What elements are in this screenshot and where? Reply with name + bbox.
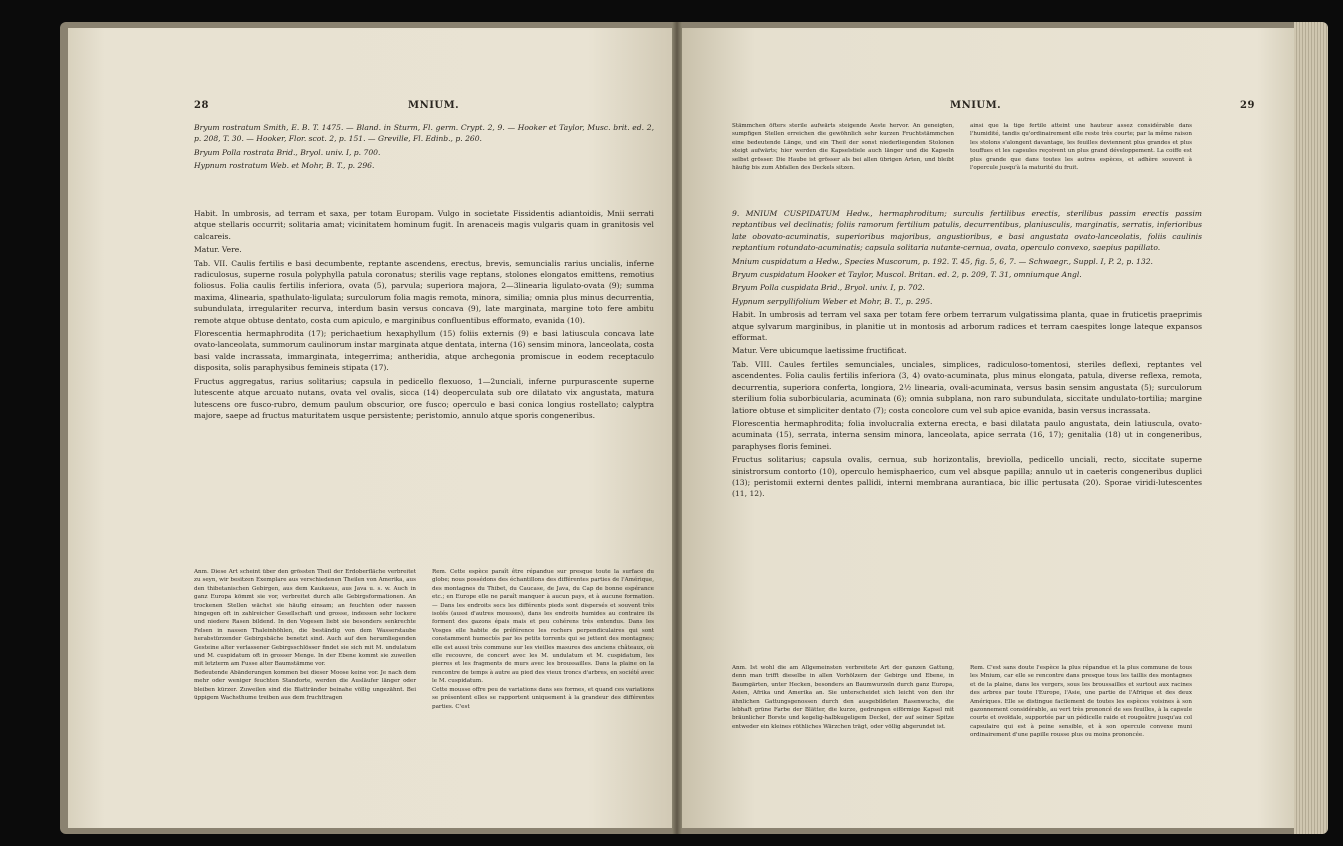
left-note-french <box>432 568 654 711</box>
page-edges <box>1294 22 1328 834</box>
florescentia-text: Florescentia hermaphrodita; folia involucralia externa erecta, e basi dilatata paulo angustata, dein latiuscula, ovato-acuminata (15), serrata, interna sensim minora, lanceolata, apice serrata (16, 17); genitalia (18) ut in congeneribus, paraphyses floris feminei. <box>732 418 1202 451</box>
fructus-text: Fructus solitarius; capsula ovalis, cernua, sub horizontalis, breviolla, pedicello unciali, recto, siccitate superne sinistrorsum contorto (10), operculo hemisphaerico, cum vel absque papilla; annulo ut in caeteris congeneribus duplici (13); peristomii externi dentes pallidi, interni membrana aurantiaca, bic illic pertusata (20). Sporae viridi-lutescentes (11, 12). <box>732 455 1202 499</box>
right-running-head: MNIUM. <box>950 100 1002 111</box>
right-top-german: Stämmchen öfters sterile aufwärts steigende Aeste hervor. An geneigten, sumpfigen Stellen erreichen die gewöhnlich sehr kurzen Fruchtstämmchen eine bedeutende Länge, und ein Theil der sonst niederliegenden Stolonen steigt aufwärts; hier werden die Kapselstiele auch länger und die Kapseln selbst grösser. Die Haube ist grösser als bei allen übrigen Arten, und bleibt häufig bis zum Abfallen des Deckels sitzen. <box>732 123 954 172</box>
maturity-text: Matur. Vere. <box>194 245 242 255</box>
fructus-text: Fructus aggregatus, rarius solitarius; capsula in pedicello flexuoso, 1—2unciali, inferne purpurascente superne lutescente atque arcuato nutans, ovata vel ovalis, sicca (14) deoperculata sub ore dilatato vix angustata, matura lutescens ore fusco-rubro, demum paulum obscurior, ore fusco; operculo e basi conica longius rostellato; calyptra majore, saepe ad fructus maturitatem usque persistente; peristomio, annulo atque sporis congeneribus. <box>194 376 654 420</box>
synonym-line: Bryum Polla rostrata Brid., Bryol. univ. I, p. 700. <box>194 147 381 157</box>
synonym-line: Bryum Polla cuspidata Brid., Bryol. univ. I, p. 702. <box>732 283 925 293</box>
book-gutter <box>672 22 682 834</box>
right-page-number: 29 <box>1240 100 1255 111</box>
florescentia-text: Florescentia hermaphrodita (17); perichaetium hexaphyllum (15) foliis externis (9) e basi latiuscula concava late ovato-lanceolata, summorum caulinorum instar marginata atque dentata, interna (16) sensim minora, lanceolata, costa basi valde incrassata, immarginata, integerrima; antheridia, atque archegonia promiscue in eodem receptaculo disposita, solis paraphysibus femineis stipata (17). <box>194 329 654 373</box>
note-french: Rem. Cette espèce paraît être répandue sur presque toute la surface du globe; nous possédons des échantillons des différentes parties de l'Amérique, des montagnes du Thibet, du Caucase, de Java, du Cap de bonne espérance etc.; en Europe elle ne paraît manquer à aucun pays, et à aucune formation. — Dans les endroits secs les différents pieds sont dispersés et souvent très isolés (aussi d'autres mousses), dans les endroits humides au contraire ils forment des gazons épais mais et peu cohérens très entendus. Dans les Vosges elle habite de préférence les rochers perpendiculaires qui sont constamment humectés par les petits torrents qui se jettent des montagnes; elle est aussi très commune sur les vieilles masures des anciens châteaux, où elle recouvre, de concert avec les M. undulatum et M. cuspidatum, les pierres et les fragments de murs avec les broussailles. Dans la plaine on la rencontre de temps à autre au pied des vieux troncs d'arbres, en société avec le M. cuspidatum. <box>432 569 654 685</box>
synonym-line: Hypnum rostratum Web. et Mohr, B. T., p. 296. <box>194 161 375 171</box>
left-note-german <box>194 568 416 703</box>
description-text: Tab. VII. Caulis fertilis e basi decumbente, reptante ascendens, erectus, brevis, semuncialis rarius uncialis, inferne radiculosus, superne rosula polyphylla patula coronatus; sterilis vage reptans, stolones elongatos emittens, remotius foliosus. Folia caulis fertilis inferiora, ovata (5), parvula; superiora majora, 2—3linearia ligulato-ovata (9); summa maxima, 4linearia, spathulato-ligulata; surculorum folia magis remota, minora, similia; omnia plus minus decurrentia, subundulata, irregulariter recurva, interdum basin versus concava (9), late marginata, margine toto fere ambitu remote atque obtuse dentato, costa cum apiculo, e marginibus confluentibus efformato, evanida (10). <box>194 258 654 325</box>
left-running-head: MNIUM. <box>408 100 460 111</box>
maturity-text: Matur. Vere ubicumque laetissime fructificat. <box>732 346 907 356</box>
left-body <box>194 208 654 423</box>
species-heading: 9. MNIUM CUSPIDATUM Hedw., hermaphroditum; surculis fertilibus erectis, sterilibus passim erectis passim reptantibus vel declinatis; foliis ramorum fertilium patulis, decurrentibus, planiusculis, marginatis, serratis, inferioribus late obovato-acuminatis, superioribus majoribus, angustioribus, e basi angustata ovato-lanceolatis, foliis caulinis reptantium rotundato-acuminatis; capsula solitaria nutante-cernua, ovata, operculo convexo, saepius papillato. <box>732 209 1202 253</box>
habitat-text: Habit. In umbrosis ad terram vel saxa per totam fere orbem terrarum vulgatissima planta, quae in fruticetis praeprimis atque sylvarum marginibus, in planitie ut in montosis ad arborum radices et terram caespites longe lateque expansos efformat. <box>732 310 1202 343</box>
synonym-line: Bryum cuspidatum Hooker et Taylor, Muscol. Britan. ed. 2, p. 209, T. 31, omniumque Angl. <box>732 270 1082 280</box>
right-page <box>682 28 1294 828</box>
synonym-line: Mnium cuspidatum a Hedw., Species Muscorum, p. 192. T. 45, fig. 5, 6, 7. — Schwaegr., Suppl. I, P. 2, p. 132. <box>732 256 1153 266</box>
synonym-line: Bryum rostratum Smith, E. B. T. 1475. — Bland. in Sturm, Fl. germ. Crypt. 2, 9. — Hooker et Taylor, Musc. brit. ed. 2, p. 208, T. 30. — Hooker, Flor. scot. 2, p. 151. — Greville, Fl. Edinb., p. 260. <box>194 123 654 144</box>
right-body <box>732 208 1202 502</box>
right-note-french: Rem. C'est sans doute l'espèce la plus répandue et la plus commune de tous les Mnium, car elle se rencontre dans presque tous les taillis des montagnes et de la plaine, dans les vergers, sous les broussailles et surtout aux racines des arbres par toute l'Europe, l'Asie, une partie de l'Afrique et des deux Amériques. Elle se distingue facilement de toutes les espèces voisines à son gazonnement considérable, au vert très prononcé de ses feuilles, à la capsule courte et ovoïdale, supportée par un pédicelle raide et rougeâtre jusqu'au col capsulaire qui est à peine sensible, et à son opercule convexe muni ordinairement d'une papille rousse plus ou moins prononcée. <box>970 665 1192 739</box>
synonym-line: Hypnum serpyllifolium Weber et Mohr, B. T., p. 295. <box>732 296 933 306</box>
left-page-number: 28 <box>194 100 209 111</box>
description-text: Tab. VIII. Caules fertiles semunciales, unciales, simplices, radiculoso-tomentosi, steriles deflexi, reptantes vel ascendentes. Folia caulis fertilis inferiora (3, 4) ovato-acuminata, plus minus elongata, patula, diverse reflexa, remota, decurrentia, superiora conferta, longiora, 2½ linearia, ovali-acuminata, versus basin sensim angustata (5); surculorum sterilium folia suborbicularia, acuminata (6); omnia subplana, non raro subundulata, siccitate undulato-tortilia; margine latiore obtuse et simpliciter dentato (7); costa concolore cum vel sub apice evanida, basin versus incrassata. <box>732 359 1202 415</box>
habitat-text: Habit. In umbrosis, ad terram et saxa, per totam Europam. Vulgo in societate Fissidentis adiantoidis, Mnii serrati atque stellaris occurrit; solitaria amat; vicinitatem hominum fugit. In arenaceis magis vulgaris quam in granitosis vel calcareis. <box>194 209 654 241</box>
left-page <box>68 28 680 828</box>
right-note-german: Anm. Ist wohl die am Allgemeinsten verbreitete Art der ganzen Gattung, denn man trifft dieselbe in allen Vorhölzern der Gebirge und Ebene, in Baumgärten, unter Hecken, besonders an Baumwurzeln durch ganz Europa, Asien, Afrika und Amerika an. Sie unterscheidet sich leicht von den ihr ähnlichen Gattungsgenossen durch den ausgebildeten Rasenwuchs, die lebhaft grüne Farbe der Blätter, die kurze, gedrungen eiförmige Kapsel mit bräunlicher Borste und kegelig-halbkugeligem Deckel, der auf seiner Spitze entweder ein kleines röthliches Wärzchen trägt, oder völlig abgerundet ist. <box>732 665 954 730</box>
note-german-2: Bedeutende Abänderungen kommen bei dieser Moose keine vor. Je nach dem mehr oder weniger feuchten Standorte, werden die Ausläufer länger oder bleiben kürzer. Zuweilen sind die Blattränder beinahe völlig ungezähnt. Bei üppigem Wachsthume treiben aus dem fruchttragen <box>194 669 416 702</box>
right-top-french: ainsi que la tige fertile atteint une hauteur assez considérable dans l'humidité, tandis qu'ordinairement elle reste très courte; par la même raison les stolons s'alongent davantage, les feuilles deviennent plus grandes et plus touffues et les capsules reçoivent un plus grand développement. La coiffe est plus grande que dans toutes les autres espèces, et adhère souvent à l'opercule jusqu'à la maturité du fruit. <box>970 123 1192 172</box>
note-french-2: Cette mousse offre peu de variations dans ses formes, et quand ces variations se présentent elles se rapportent uniquement à la grandeur des différentes parties. C'est <box>432 686 654 710</box>
left-synonyms <box>194 122 654 174</box>
open-book <box>60 22 1328 834</box>
note-german: Anm. Diese Art scheint über den grössten Theil der Erdoberfläche verbreitet zu seyn, wir besitzen Exemplare aus verschiedenen Theilen von Amerika, aus den thibetanischen Gebirgen, aus dem Kaukasus, aus Java u. s. w. Auch in ganz Europa kömmt sie vor, verbreitet durch alle Gebirgsformationen. An trockenen Stellen wächst sie häufig einsam; an feuchten oder nassen hingegen oft in zahlreicher Gesellschaft und grosse, indessen sehr lockere und niedere Rasen bildend. In den Vogesen liebt sie besonders senkrechte Felsen in nassen Thaleinhöhlen, die beständig von dem Wasserstaube herabstürzender Gebirgsbäche benetzt sind. Auch auf den herumliegenden Gesteine alter verlassener Gebirgsschlösser findet sie sich mit M. undulatum und M. cuspidatum oft in grosser Menge. In der Ebene kommt sie zuweilen mit letzterm am Fusse alter Baumstämme vor. <box>194 569 416 668</box>
